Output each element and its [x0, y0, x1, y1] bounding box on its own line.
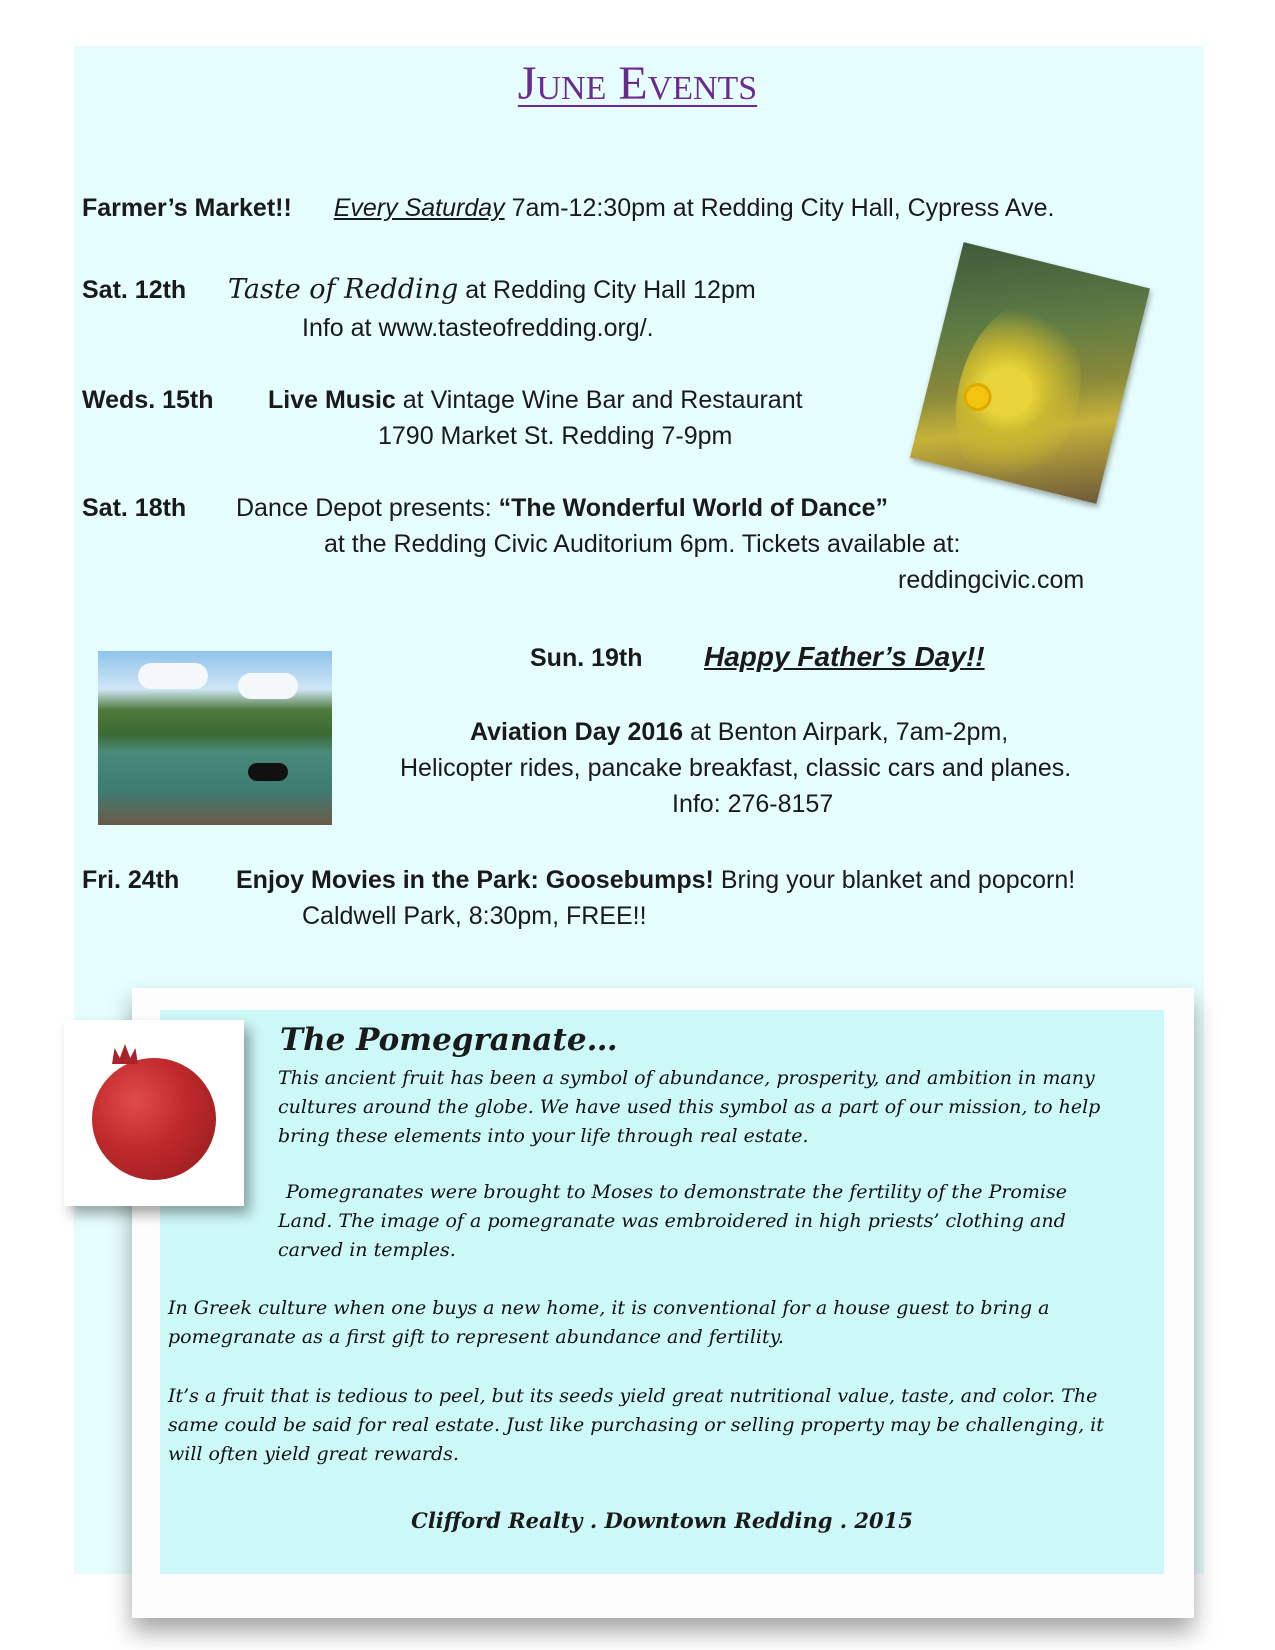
dog: [248, 763, 288, 781]
signature: Clifford Realty . Downtown Redding . 2015: [411, 1508, 913, 1533]
event-live-music: [268, 386, 803, 415]
pomegranate-paragraph-2: Pomegranates were brought to Moses to demonstrate the fertility of the Promise Land. The image of a pomegranate was embroidered in high priests’ clothing and carved in temples.: [278, 1181, 1067, 1261]
taste-name: Taste of Redding: [228, 274, 459, 305]
pomegranate-icon: [92, 1058, 216, 1180]
page-title: June Events: [517, 57, 758, 110]
movies-date: Fri. 24th: [82, 866, 180, 894]
farmers-market-name: Farmer’s Market!!: [82, 194, 292, 222]
music-name: Live Music: [268, 386, 396, 414]
music-date: Weds. 15th: [82, 386, 214, 414]
taste-details: at Redding City Hall 12pm: [465, 276, 756, 304]
dance-line2: at the Redding Civic Auditorium 6pm. Tickets available at:: [324, 530, 961, 558]
cloud: [238, 673, 298, 699]
fathers-day-title: Happy Father’s Day!!: [704, 641, 985, 672]
cloud: [138, 663, 208, 689]
dance-date: Sat. 18th: [82, 494, 187, 522]
event-movies: [236, 866, 1075, 895]
event-taste-of-redding: [228, 274, 756, 305]
music-address: 1790 Market St. Redding 7-9pm: [378, 422, 733, 450]
event-aviation-day: [470, 718, 1008, 747]
pomegranate-paragraph-1: This ancient fruit has been a symbol of abundance, prosperity, and ambition in many cultures around the globe. We have used this symbol as a part of our mission, to help bring these elements into your life through real estate.: [278, 1067, 1101, 1147]
taste-info: Info at www.tasteofredding.org/.: [302, 314, 654, 342]
farmers-market-details: 7am-12:30pm at Redding City Hall, Cypress Ave.: [511, 194, 1055, 222]
fathers-date: Sun. 19th: [530, 644, 643, 672]
movies-details: Bring your blanket and popcorn!: [720, 866, 1076, 894]
dance-name: “The Wonderful World of Dance”: [498, 494, 889, 522]
aviation-line2: Helicopter rides, pancake breakfast, classic cars and planes.: [400, 754, 1072, 782]
event-dance: [236, 494, 888, 523]
pomegranate-title: The Pomegranate…: [280, 1022, 618, 1058]
farmers-market-when: Every Saturday: [333, 194, 505, 222]
movies-line2: Caldwell Park, 8:30pm, FREE!!: [302, 902, 647, 930]
event-farmers-market: [82, 194, 1054, 223]
dance-site: reddingcivic.com: [898, 566, 1085, 594]
yellow-flowers: [937, 288, 1099, 501]
dance-presenter: Dance Depot presents:: [236, 494, 492, 522]
aviation-name: Aviation Day 2016: [470, 718, 684, 746]
taste-date: Sat. 12th: [82, 276, 187, 304]
pomegranate-paragraph-3: In Greek culture when one buys a new home, it is conventional for a house guest to bring a pomegranate as a first gift to represent abundance and fertility.: [168, 1297, 1050, 1348]
aviation-details: at Benton Airpark, 7am-2pm,: [690, 718, 1009, 746]
pomegranate-paragraph-4: It’s a fruit that is tedious to peel, but its seeds yield great nutritional value, taste, and color. The same could be said for real estate. Just like purchasing or selling property may be challenging, it will often yield great rewards.: [168, 1385, 1104, 1465]
lake-photo: [98, 651, 332, 825]
movies-name: Enjoy Movies in the Park: Goosebumps!: [236, 866, 714, 894]
music-details: at Vintage Wine Bar and Restaurant: [402, 386, 803, 414]
aviation-info: Info: 276-8157: [672, 790, 834, 818]
